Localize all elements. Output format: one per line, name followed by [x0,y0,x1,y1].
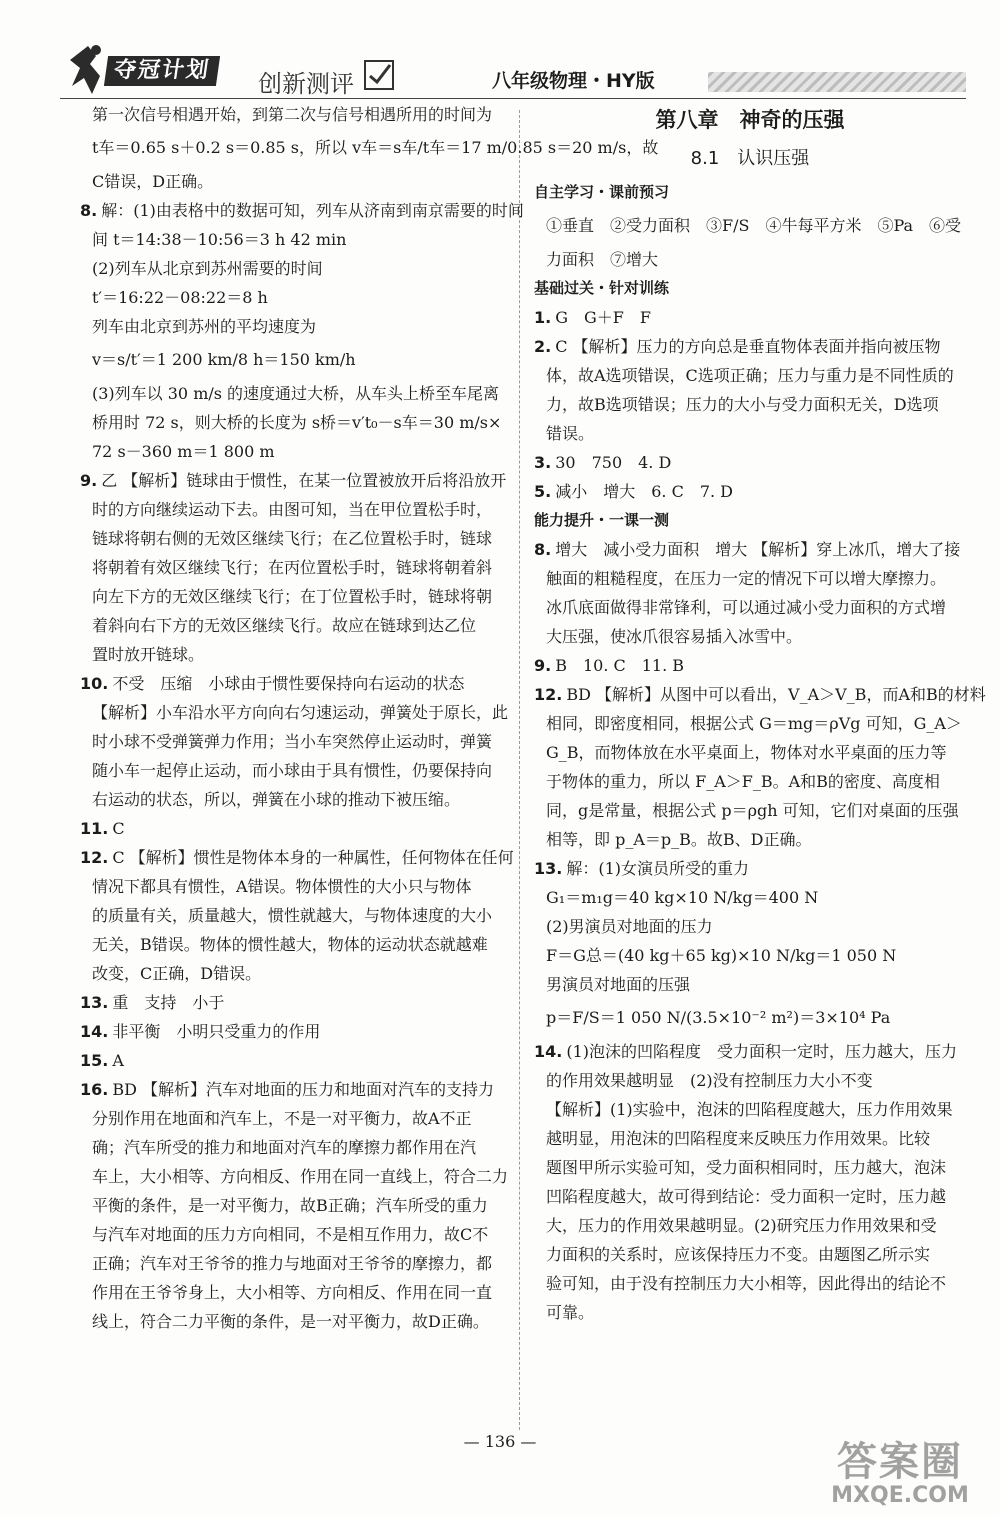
question-number: 13. [534,859,563,878]
answer-text-line [534,767,966,796]
answer-item-start [534,477,966,506]
answer-text-line [534,1298,966,1327]
answer-text: 相同，即密度相同，根据公式 G＝mg＝ρVg 可知，G_A＞ [546,714,962,733]
answer-text: 将朝着有效区继续飞行；在丙位置松手时，链球将朝着斜 [92,558,493,577]
answer-text: 与汽车对地面的压力方向相同，不是相互作用力，故C不 [92,1225,489,1244]
answer-text: 大压强，使冰爪很容易插入冰雪中。 [546,627,803,646]
answer-text-line [534,738,966,767]
answer-text: 非平衡 小明只受重力的作用 [112,1022,321,1041]
answer-text: 【解析】(1)实验中，泡沫的凹陷程度越大，压力作用效果 [546,1100,953,1119]
answer-text: 分别作用在地面和汽车上，不是一对平衡力，故A不正 [92,1109,472,1128]
answer-item-start [80,669,512,698]
answer-text-line [534,825,966,854]
answer-text: 凹陷程度越大，故可得到结论：受力面积一定时，压力越 [546,1187,947,1206]
answer-text: (2)列车从北京到苏州需要的时间 [92,259,323,278]
checkmark-box-icon [364,60,394,90]
answer-text: 链球将朝右侧的无效区继续飞行；在乙位置松手时，链球 [92,529,493,548]
answer-text: 越明显，用泡沫的凹陷程度来反映压力作用效果。比较 [546,1129,931,1148]
question-number: 12. [80,848,109,867]
answer-text: 时小球不受弹簧弹力作用；当小车突然停止运动时，弹簧 [92,732,493,751]
answer-text: A [112,1051,124,1070]
answer-item-start [80,1046,512,1075]
answer-text-line [80,1133,512,1162]
answer-text-line [80,1191,512,1220]
answer-text-line [80,254,512,283]
answer-text-line [534,883,966,912]
answer-item-start [534,854,966,883]
answer-text: C错误，D正确。 [92,172,214,191]
question-number: 5. [534,482,552,501]
answer-item-start [534,535,966,564]
answer-text-line [534,912,966,941]
answer-text: 题图甲所示实验可知，受力面积相同时，压力越大，泡沫 [546,1158,947,1177]
question-number: 11. [80,819,109,838]
answer-text: BD 【解析】汽车对地面的压力和地面对汽车的支持力 [112,1080,495,1099]
answer-text: 着斜向右下方的无效区继续飞行。故应在链球到达乙位 [92,616,477,635]
answer-text-line [534,796,966,825]
answer-text: 触面的粗糙程度，在压力一定的情况下可以增大摩擦力。 [546,569,947,588]
answer-item-start [80,466,512,495]
answer-text-line [80,1104,512,1133]
section-heading: 基础过关・针对训练 [534,279,670,297]
header-stripe-bar [708,72,966,92]
question-number: 15. [80,1051,109,1070]
answer-text: 男演员对地面的压强 [546,975,691,994]
answer-text: 随小车一起停止运动，而小球由于具有惯性，仍要保持向 [92,761,493,780]
watermark-text-cn: 答案圈 [837,1439,963,1485]
answer-item-start [80,196,524,225]
answer-text: BD 【解析】从图中可以看出，V_A＞V_B，而A和B的材料 [566,685,986,704]
question-number: 12. [534,685,563,704]
answer-text: 大，压力的作用效果越明显。(2)研究压力作用效果和受 [546,1216,937,1235]
answer-text-line [534,1182,966,1211]
question-number: 9. [80,471,98,490]
answer-text: 冰爪底面做得非常锋利，可以通过减小受力面积的方式增 [546,598,947,617]
answer-item-start [80,814,512,843]
answer-item-start [534,303,966,332]
answer-text: p＝F/S＝1 050 N/(3.5×10⁻² m²)＝3×10⁴ Pa [546,1008,891,1027]
question-number: 3. [534,453,552,472]
answer-text-line [80,283,512,312]
brand-name: 创新测评 [258,70,354,98]
answer-text-line [534,390,966,419]
answer-text: G_B，而物体放在水平桌面上，物体对水平桌面的压力等 [546,743,947,762]
answer-text: 重 支持 小于 [112,993,225,1012]
answer-text: 桥用时 72 s，则大桥的长度为 s桥＝v′t₀－s车＝30 m/s× [92,413,502,432]
answer-text: 错误。 [546,424,595,443]
section-title: 8.1 认识压强 [690,148,810,169]
answer-text: 可靠。 [546,1303,595,1322]
answer-text-line [534,593,966,622]
answer-text: 无关，B错误。物体的惯性越大，物体的运动状态就越难 [92,935,488,954]
answer-item-start [80,843,512,872]
answer-text-line [534,1153,966,1182]
answer-text-line [80,1278,512,1307]
answer-text-line [80,1307,512,1336]
answer-text: 相等，即 p_A＝p_B。故B、D正确。 [546,830,812,849]
answer-text: C 【解析】惯性是物体本身的一种属性，任何物体在任何 [112,848,514,867]
chapter-title: 第八章 神奇的压强 [655,108,845,132]
answer-text: 情况下都具有惯性，A错误。物体惯性的大小只与物体 [92,877,472,896]
answer-text: 第一次信号相遇开始，到第二次与信号相遇所用的时间为 [92,105,493,124]
answer-text-line [534,1095,966,1124]
answer-text: 置时放开链球。 [92,645,205,664]
answer-text-line [534,419,966,448]
question-number: 1. [534,308,552,327]
answer-item-start [80,988,512,1017]
answer-text-line [80,901,512,930]
answer-text-line [80,698,512,727]
answer-text: 体，故A选项错误，C选项正确；压力与重力是不同性质的 [546,366,954,385]
answer-text-line [80,553,512,582]
answer-text-line [534,1066,966,1095]
answer-text-line [80,167,512,196]
answer-text: 向左下方的无效区继续飞行；在丁位置松手时，链球将朝 [92,587,493,606]
answer-text-line [534,564,966,593]
answer-text-line [534,999,966,1037]
logo-text: 夺冠计划 [104,56,220,86]
answer-text: C 【解析】压力的方向总是垂直物体表面并指向被压物 [555,337,941,356]
question-number: 8. [80,201,98,220]
answer-text: ①垂直 ②受力面积 ③F/S ④牛每平方米 ⑤Pa ⑥受 [546,216,962,235]
section-heading: 自主学习・课前预习 [534,183,670,201]
answer-text-line [80,312,512,341]
answer-text-line [80,611,512,640]
answer-text-line [534,941,966,970]
answer-text: 右运动的状态，所以，弹簧在小球的推动下被压缩。 [92,790,461,809]
answer-text: G₁＝m₁g＝40 kg×10 N/kg＝400 N [546,888,819,907]
answer-text: v＝s/t′＝1 200 km/8 h＝150 km/h [92,350,356,369]
runner-logo-icon [66,42,110,98]
answer-text-line [80,785,512,814]
answer-text: 增大 减小受力面积 增大 【解析】穿上冰爪，增大了接 [555,540,961,559]
answer-text: 不受 压缩 小球由于惯性要保持向右运动的状态 [112,674,465,693]
answer-item-start [80,1075,512,1104]
answer-text: 验可知，由于没有控制压力大小相等，因此得出的结论不 [546,1274,947,1293]
header-rule [60,98,966,99]
answer-item-start [534,680,986,709]
answer-text-line [80,727,512,756]
answer-text: F＝G总＝(40 kg＋65 kg)×10 N/kg＝1 050 N [546,946,897,965]
page-number: — 136 — [463,1432,537,1451]
answer-text-line [80,756,512,785]
right-column [534,100,986,1327]
answer-text: 改变，C正确，D错误。 [92,964,262,983]
question-number: 16. [80,1080,109,1099]
answer-text-line [80,341,512,379]
answer-text: 间 t＝14:38－10:56＝3 h 42 min [92,230,347,249]
answer-text: 同，g是常量，根据公式 p＝ρgh 可知，它们对桌面的压强 [546,801,959,820]
answer-text-line [534,622,966,651]
answer-text-line [80,930,512,959]
answer-item-start [534,651,966,680]
answer-text-line [80,524,512,553]
answer-text-line [534,709,966,738]
watermark-logo [820,1440,980,1510]
edition-label: 八年级物理・HY版 [492,70,655,92]
answer-text: 列车由北京到苏州的平均速度为 [92,317,317,336]
answer-text-line [80,640,512,669]
answer-item-start [534,1037,966,1066]
answer-text-line [80,1220,512,1249]
answer-text: C [112,819,125,838]
answer-text: 平衡的条件，是一对平衡力，故B正确；汽车所受的重力 [92,1196,488,1215]
answer-item-start [534,448,966,477]
answer-text-line [80,959,512,988]
answer-text: G G＋F F [555,308,651,327]
answer-text-line [534,361,966,390]
logo [62,40,262,100]
section-heading: 能力提升・一课一测 [534,511,670,529]
answer-text: t车＝0.65 s＋0.2 s＝0.85 s，所以 v车＝s车/t车＝17 m/0.85 s＝20 m/s，故 [92,138,659,157]
watermark-text-en: MXQE.COM [831,1483,969,1508]
answer-text-line [534,1269,966,1298]
answer-text: B 10. C 11. B [555,656,685,675]
answer-text-line [80,408,512,437]
answer-text: 车上，大小相等、方向相反、作用在同一直线上，符合二力 [92,1167,509,1186]
answer-text-line [80,872,512,901]
answer-text: (3)列车以 30 m/s 的速度通过大桥，从车头上桥至车尾离 [92,384,500,403]
question-number: 10. [80,674,109,693]
answer-text: 乙 【解析】链球由于惯性，在某一位置被放开后将沿放开 [101,471,507,490]
answer-text: 确；汽车所受的推力和地面对汽车的摩擦力都作用在汽 [92,1138,477,1157]
answer-text-line [80,129,659,167]
answer-item-start [534,332,966,361]
answer-text: 解：(1)女演员所受的重力 [566,859,750,878]
question-number: 9. [534,656,552,675]
answer-text: 解：(1)由表格中的数据可知，列车从济南到南京需要的时间 [101,201,524,220]
answer-text: 线上，符合二力平衡的条件，是一对平衡力，故D正确。 [92,1312,489,1331]
answer-text: 正确；汽车对王爷爷的推力与地面对王爷爷的摩擦力，都 [92,1254,493,1273]
answer-text: (2)男演员对地面的压力 [546,917,713,936]
answer-text-line [534,970,966,999]
answer-text-line [80,1162,512,1191]
answer-text-line [80,495,512,524]
question-number: 13. [80,993,109,1012]
answer-text: 力面积的关系时，应该保持压力不变。由题图乙所示实 [546,1245,931,1264]
answer-text: (1)泡沫的凹陷程度 受力面积一定时，压力越大，压力 [566,1042,958,1061]
answer-text: 30 750 4. D [555,453,672,472]
answer-text: 力面积 ⑦增大 [546,250,659,269]
answer-text-line [534,207,966,245]
answer-text: 减小 增大 6. C 7. D [555,482,733,501]
answer-text: 力，故B选项错误；压力的大小与受力面积无关，D选项 [546,395,939,414]
answer-text: 的质量有关，质量越大，惯性就越大，与物体速度的大小 [92,906,493,925]
answer-text-line [534,1124,966,1153]
answer-text: 的作用效果越明显 (2)没有控制压力大小不变 [546,1071,873,1090]
answer-text: 作用在王爷爷身上，大小相等、方向相反、作用在同一直 [92,1283,493,1302]
answer-text-line [80,225,512,254]
answer-text-line [534,245,966,274]
answer-text-line [534,1211,966,1240]
answer-text-line [80,437,512,466]
answer-text-line [534,1240,966,1269]
question-number: 2. [534,337,552,356]
question-number: 8. [534,540,552,559]
answer-text: 时的方向继续运动下去。由图可知，当在甲位置松手时， [92,500,493,519]
answer-item-start [80,1017,512,1046]
column-divider [519,110,520,1430]
answer-text-line [80,100,512,129]
answer-text-line [80,379,512,408]
answer-text: 72 s－360 m＝1 800 m [92,442,275,461]
question-number: 14. [534,1042,563,1061]
answer-text: 于物体的重力，所以 F_A＞F_B。A和B的密度、高度相 [546,772,940,791]
answer-text-line [80,582,512,611]
answer-text: 【解析】小车沿水平方向向右匀速运动，弹簧处于原长，此 [92,703,509,722]
answer-text: t′＝16:22－08:22＝8 h [92,288,268,307]
answer-text-line [80,1249,512,1278]
question-number: 14. [80,1022,109,1041]
